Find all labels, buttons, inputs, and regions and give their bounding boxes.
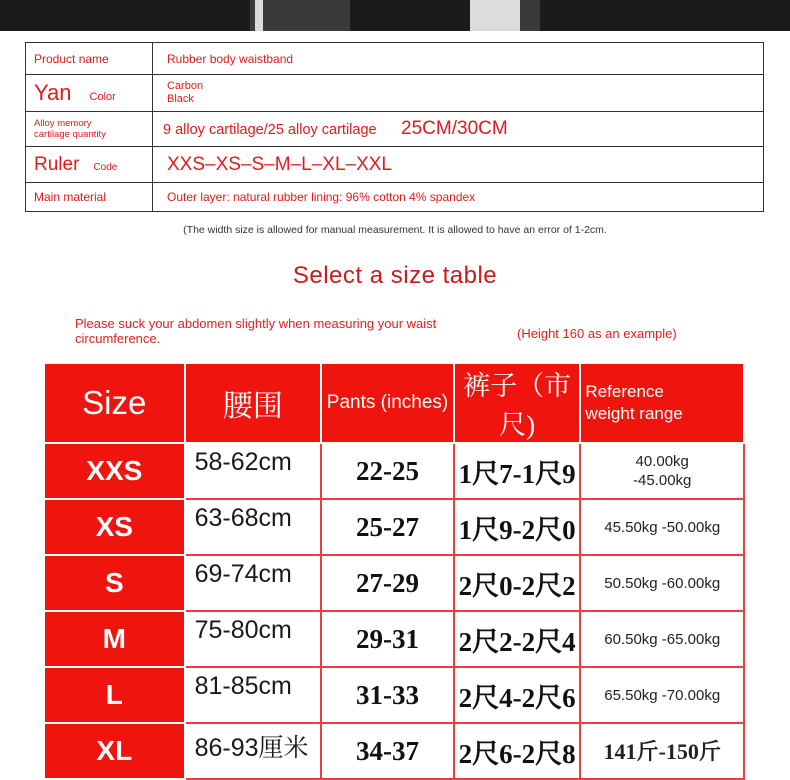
size-cell: XS	[44, 499, 185, 555]
waist-cell: 75-80cm	[185, 611, 322, 667]
info-key-size	[26, 147, 153, 183]
pants-cell: 29-31	[321, 611, 454, 667]
cartilage-count: 9 alloy cartilage/25 alloy cartilage	[163, 122, 377, 138]
size-table	[43, 362, 745, 780]
product-info-table	[25, 42, 764, 212]
measurement-note: (The width size is allowed for manual measurement. It is allowed to have an error of 1-2cm.	[183, 224, 607, 236]
info-key: Main material	[26, 183, 153, 212]
info-row-material	[26, 183, 764, 212]
info-key-cartilage	[26, 112, 153, 147]
waist-cell: 81-85cm	[185, 667, 322, 723]
info-row-product-name	[26, 43, 764, 75]
height-example: (Height 160 as an example)	[517, 326, 677, 341]
shi-cell: 2尺4-2尺6	[454, 667, 581, 723]
size-cell: L	[44, 667, 185, 723]
pants-cell: 25-27	[321, 499, 454, 555]
pants-cell: 34-37	[321, 723, 454, 779]
pants-cell: 27-29	[321, 555, 454, 611]
size-cell: M	[44, 611, 185, 667]
waist-cell: 69-74cm	[185, 555, 322, 611]
header-weight	[580, 363, 744, 443]
shi-cell: 2尺0-2尺2	[454, 555, 581, 611]
info-row-cartilage	[26, 112, 764, 147]
table-row	[44, 555, 744, 611]
header-size: Size	[44, 363, 185, 443]
waist-cell: 86-93厘米	[185, 723, 322, 779]
pants-cell: 31-33	[321, 667, 454, 723]
header-shi: 裤子（市尺)	[454, 363, 581, 443]
shi-cell: 1尺7-1尺9	[454, 443, 581, 499]
size-cell: XL	[44, 723, 185, 779]
info-key: Product name	[26, 43, 153, 75]
size-cell: XXS	[44, 443, 185, 499]
header-weight-line: weight range	[585, 404, 683, 423]
info-value: Outer layer: natural rubber lining: 96% cotton 4% spandex	[153, 183, 764, 212]
pants-cell: 22-25	[321, 443, 454, 499]
info-key-color	[26, 75, 153, 112]
shi-cell: 1尺9-2尺0	[454, 499, 581, 555]
weight-cell: 60.50kg -65.00kg	[580, 611, 744, 667]
weight-cell: 65.50kg -70.00kg	[580, 667, 744, 723]
measure-tip: Please suck your abdomen slightly when measuring your waist circumference.	[75, 316, 437, 346]
info-key-sub: Code	[93, 161, 118, 173]
info-row-size-code	[26, 147, 764, 183]
shi-cell: 2尺2-2尺4	[454, 611, 581, 667]
info-key-main: Ruler	[34, 153, 80, 175]
waist-cell: 63-68cm	[185, 499, 322, 555]
weight-cell: 141斤-150斤	[580, 723, 744, 779]
header-weight-line: Reference	[585, 382, 664, 401]
info-row-color	[26, 75, 764, 112]
waist-cell: 58-62cm	[185, 443, 322, 499]
table-row	[44, 611, 744, 667]
table-row	[44, 443, 744, 499]
header-waist: 腰围	[185, 363, 322, 443]
header-pants: Pants (inches)	[321, 363, 454, 443]
color-value: Black	[167, 93, 194, 105]
info-key-line: cartilage quantity	[34, 129, 106, 140]
cartilage-length: 25CM/30CM	[401, 118, 508, 139]
product-photo-strip	[0, 0, 790, 31]
weight-cell: 45.50kg -50.00kg	[580, 499, 744, 555]
color-value: Carbon	[167, 80, 204, 92]
info-key-sub: Color	[89, 91, 116, 103]
section-title: Select a size table	[292, 262, 498, 289]
weight-cell	[580, 443, 744, 499]
table-row	[44, 667, 744, 723]
info-key-line: Alloy memory	[34, 118, 92, 129]
table-row	[44, 723, 744, 779]
weight-line: 40.00kg	[635, 453, 689, 470]
info-key-main: Yan	[34, 80, 72, 105]
info-value-sizes: XXS–XS–S–M–L–XL–XXL	[153, 147, 764, 183]
info-value: Rubber body waistband	[153, 43, 764, 75]
size-table-header	[44, 363, 744, 443]
size-cell: S	[44, 555, 185, 611]
table-row	[44, 499, 744, 555]
shi-cell: 2尺6-2尺8	[454, 723, 581, 779]
info-value-colors	[153, 75, 764, 112]
weight-line: -45.00kg	[633, 472, 692, 489]
weight-cell: 50.50kg -60.00kg	[580, 555, 744, 611]
info-value-cartilage	[153, 112, 764, 147]
